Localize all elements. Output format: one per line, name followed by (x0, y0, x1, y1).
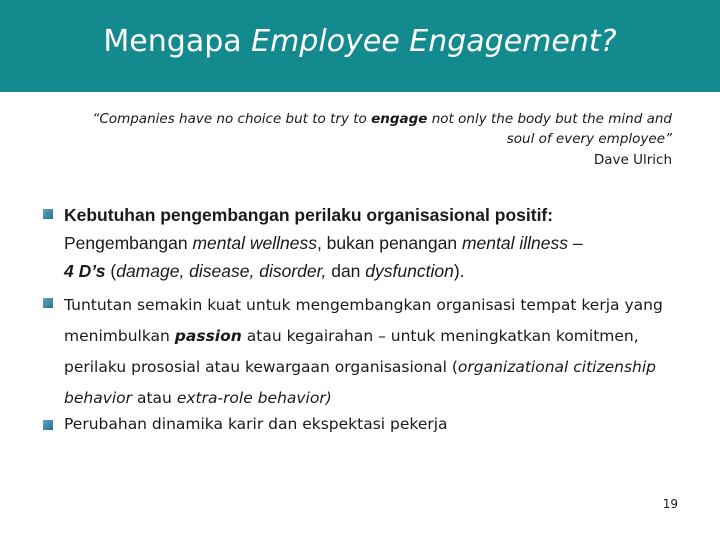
title-bar (0, 0, 720, 92)
quote-line-1-start: “Companies have no choice but to try to (92, 111, 372, 127)
quote-author: Dave Ulrich (593, 152, 672, 168)
slide-title (0, 20, 720, 64)
bullet-item-2 (64, 290, 694, 414)
bullet-1-text: – (567, 233, 583, 253)
square-bullet-icon (43, 209, 53, 219)
bullet-2-text: atau (132, 389, 177, 407)
bullet-1-italic: mental illness (461, 233, 568, 253)
bullet-1-text: dan (326, 261, 366, 281)
bullet-1-italic: mental wellness (192, 233, 317, 253)
title-plain: Mengapa (103, 24, 252, 59)
bullet-1-text: Pengembangan (64, 233, 193, 253)
square-bullet-icon (43, 420, 53, 430)
bullet-1-bold-italic: 4 D’s (64, 261, 106, 281)
bullet-item-1 (64, 201, 694, 285)
bullet-1-text: ). (453, 261, 465, 281)
quote-line-1-end: not only the body but the mind and (427, 111, 672, 127)
bullet-item-3 (64, 412, 694, 436)
quote-emphasis: engage (371, 111, 428, 127)
quote-line-2: soul of every employee” (506, 131, 672, 147)
page-number: 19 (662, 497, 678, 511)
bullet-2-bold-italic: passion (174, 327, 242, 345)
bullet-1-heading: Kebutuhan pengembangan perilaku organisasional positif: (64, 205, 554, 225)
quote-text (40, 109, 672, 149)
title-italic: Employee Engagement? (251, 24, 617, 59)
quote-line-1 (40, 109, 672, 129)
square-bullet-icon (43, 298, 53, 308)
bullet-1-text: , bukan penangan (316, 233, 462, 253)
bullet-1-italic: dysfunction (365, 261, 454, 281)
bullet-3-text: Perubahan dinamika karir dan ekspektasi pekerja (64, 415, 448, 433)
bullet-2-italic: organizational citizenship behavior (64, 358, 657, 407)
bullet-2-text: Tuntutan semakin kuat untuk mengembangkan organisasi tempat kerja yang menimbulkan (64, 296, 663, 345)
bullet-2-italic: extra-role behavior) (176, 389, 332, 407)
bullet-1-text: ( (105, 261, 117, 281)
bullet-2-text: atau kegairahan – untuk meningkatkan komitmen, perilaku prososial atau kewargaan organisasional ( (64, 327, 639, 376)
bullet-1-italic: damage, disease, disorder, (116, 261, 327, 281)
